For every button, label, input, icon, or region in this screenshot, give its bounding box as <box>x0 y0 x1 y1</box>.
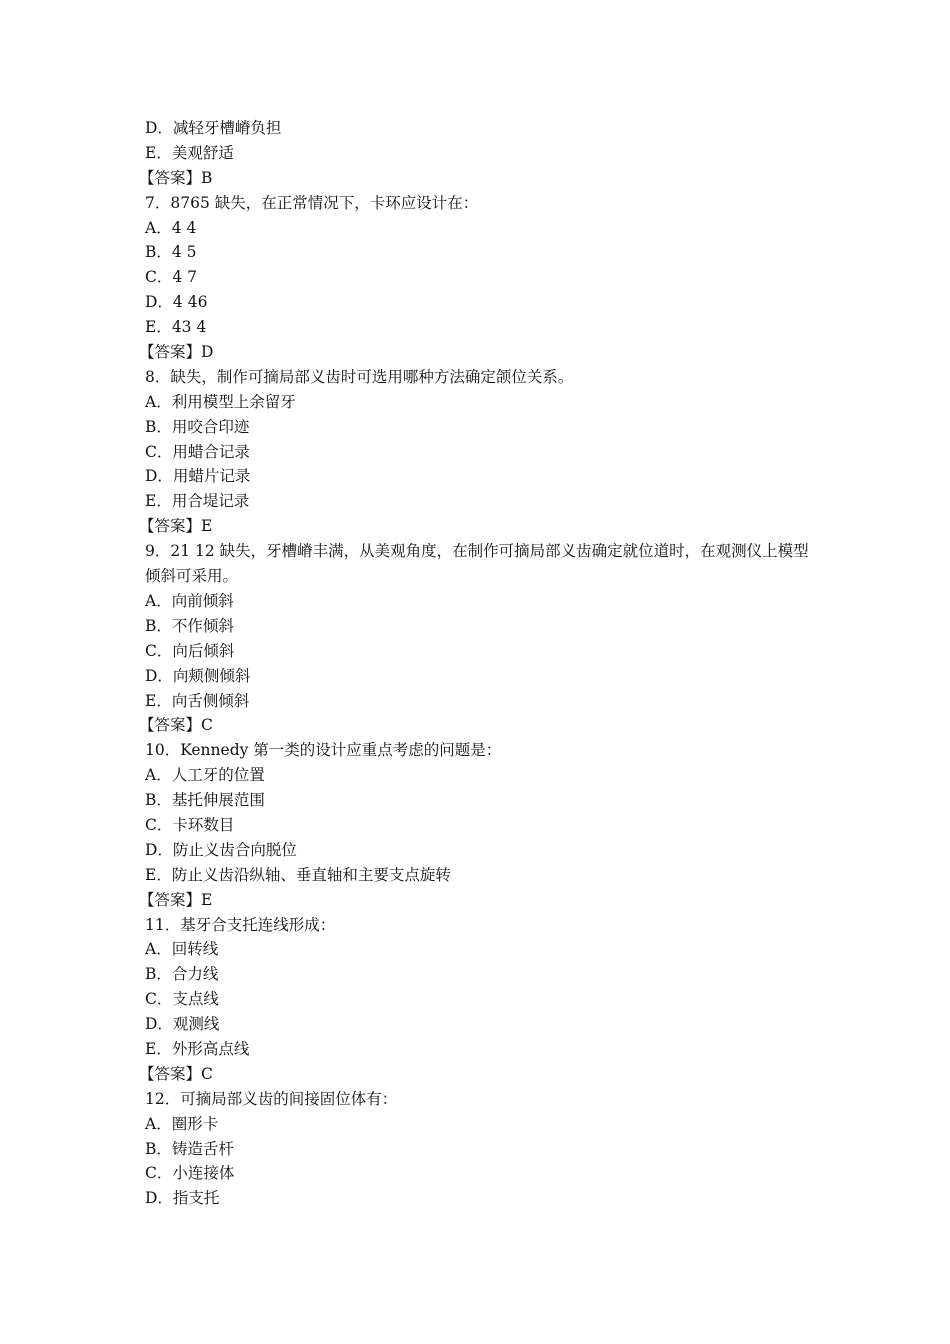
answer-line: 【答案】D <box>139 343 214 362</box>
question-line: 12．可摘局部义齿的间接固位体有： <box>145 1089 398 1108</box>
option-line: C．小连接体 <box>145 1164 235 1183</box>
option-line: B．4 5 <box>145 243 197 262</box>
option-line: C．支点线 <box>145 990 219 1009</box>
option-line: E．美观舒适 <box>145 143 234 162</box>
option-line: B．用咬合印迹 <box>145 417 250 436</box>
option-line: A．向前倾斜 <box>145 591 234 610</box>
question-line: 9．21 12 缺失，牙槽嵴丰满，从美观角度，在制作可摘局部义齿确定就位道时，在观测仪上模型倾斜可采用。 <box>145 542 809 586</box>
question-line: 11．基牙合支托连线形成： <box>145 915 336 934</box>
option-line: B．基托伸展范围 <box>145 791 265 810</box>
option-line: A．人工牙的位置 <box>145 766 265 785</box>
option-line: A．4 4 <box>145 218 197 237</box>
option-line: E．用合堤记录 <box>145 492 250 511</box>
option-line: C．4 7 <box>145 268 198 287</box>
question-line: 8．缺失，制作可摘局部义齿时可选用哪种方法确定颌位关系。 <box>145 367 574 386</box>
option-line: D．用蜡片记录 <box>145 467 251 486</box>
answer-line: 【答案】C <box>139 716 213 735</box>
option-line: D．指支托 <box>145 1189 220 1208</box>
option-line: D．防止义齿合向脱位 <box>145 840 297 859</box>
question-line: 7．8765 缺失，在正常情况下，卡环应设计在： <box>145 193 479 212</box>
option-line: D．向颊侧倾斜 <box>145 666 251 685</box>
option-line: A．利用模型上余留牙 <box>145 392 296 411</box>
option-line: B．合力线 <box>145 965 219 984</box>
answer-line: 【答案】E <box>139 890 213 909</box>
option-line: E．外形高点线 <box>145 1039 250 1058</box>
option-line: E．43 4 <box>145 318 207 337</box>
option-line: C．用蜡合记录 <box>145 442 250 461</box>
option-line: A．圈形卡 <box>145 1114 219 1133</box>
option-line: D．4 46 <box>145 293 208 312</box>
option-line: B．铸造舌杆 <box>145 1139 234 1158</box>
option-line: A．回转线 <box>145 940 219 959</box>
answer-line: 【答案】E <box>139 517 213 536</box>
option-line: E．向舌侧倾斜 <box>145 691 250 710</box>
option-line: C．卡环数目 <box>145 815 235 834</box>
answer-line: 【答案】C <box>139 1064 213 1083</box>
option-line: B．不作倾斜 <box>145 616 234 635</box>
option-line: D．观测线 <box>145 1015 220 1034</box>
answer-line: 【答案】B <box>139 168 213 187</box>
question-line: 10．Kennedy 第一类的设计应重点考虑的问题是： <box>145 741 502 760</box>
option-line: C．向后倾斜 <box>145 641 235 660</box>
option-line: D．减轻牙槽嵴负担 <box>145 119 282 137</box>
option-line: E．防止义齿沿纵轴、垂直轴和主要支点旋转 <box>145 865 451 884</box>
exam-questions <box>139 116 815 1211</box>
